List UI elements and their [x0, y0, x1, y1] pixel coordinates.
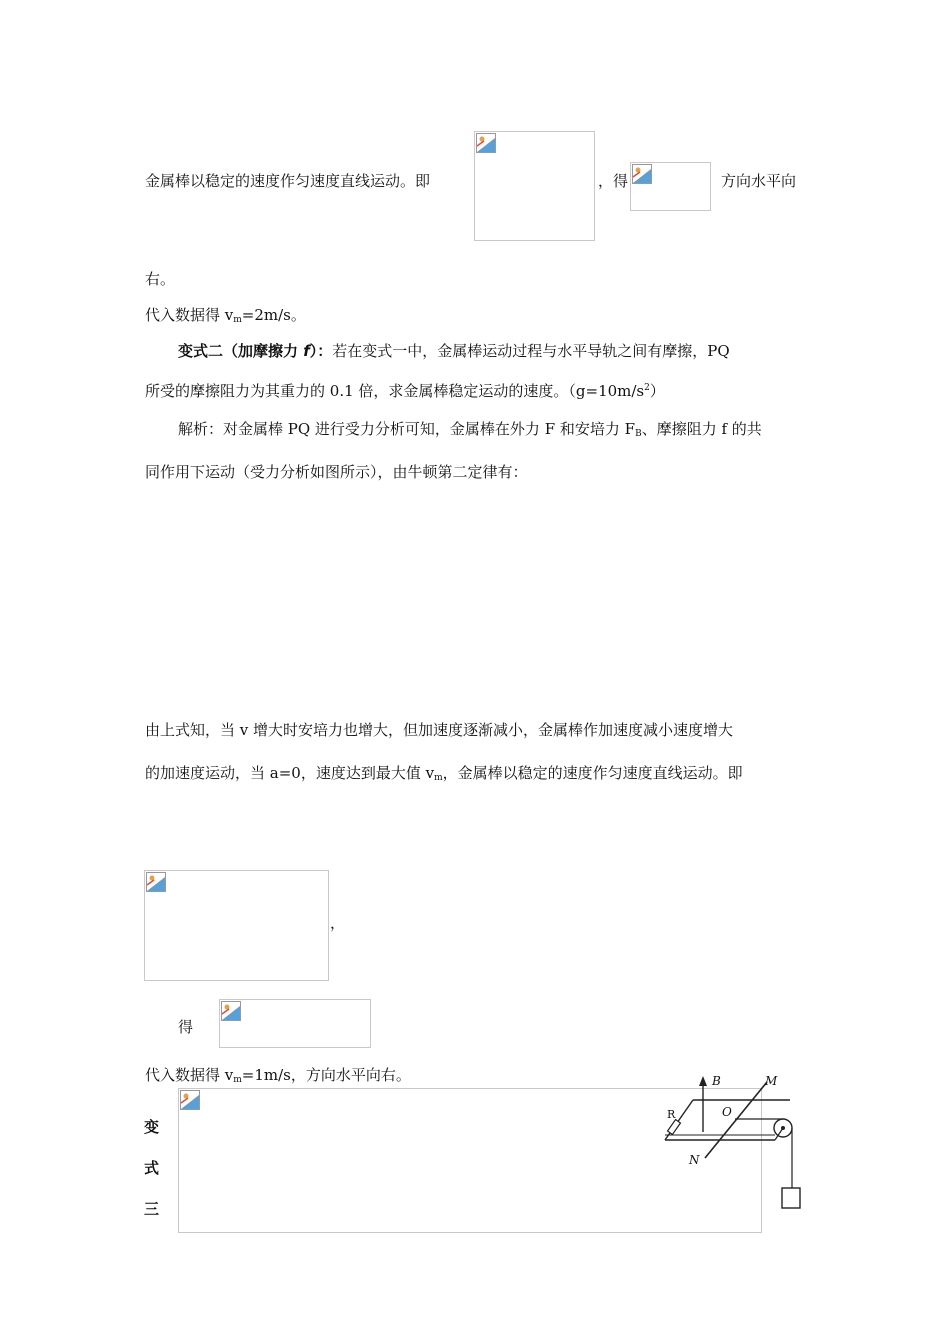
analysis-line1-b: 、摩擦阻力 f 的共 — [641, 420, 762, 438]
b-field-arrowhead — [699, 1076, 707, 1086]
analysis-line1-a: 解析：对金属棒 PQ 进行受力分析可知，金属棒在外力 F 和安培力 F — [178, 420, 636, 438]
formula-image-1 — [474, 131, 595, 241]
paragraph-1-after: 方向水平向 — [721, 172, 797, 190]
variant-2-line-1 — [178, 340, 730, 361]
label-o: O — [722, 1105, 732, 1119]
paragraph-1-comma-de: ，得 — [598, 172, 629, 190]
paragraph-2-sub: m — [233, 315, 242, 325]
broken-image-icon — [476, 133, 496, 153]
paragraph-3-line2-b: ，金属棒以稳定的速度作匀速度直线运动。即 — [442, 764, 743, 782]
label-m: M — [765, 1074, 778, 1088]
rail-circuit-diagram — [655, 1070, 815, 1215]
formula-image-3 — [144, 870, 329, 981]
broken-image-icon — [221, 1001, 241, 1021]
paragraph-3-line-2 — [145, 762, 743, 783]
paragraph-1-after2: 右。 — [145, 270, 176, 288]
paragraph-5 — [145, 1064, 411, 1085]
label-r: R — [667, 1108, 676, 1121]
label-b: B — [712, 1074, 721, 1088]
label-n: N — [689, 1153, 700, 1167]
variant-2-line2-a: 所受的摩擦阻力为其重力的 0.1 倍，求金属棒稳定运动的速度。（g=10m/s — [145, 382, 645, 400]
broken-image-icon — [632, 164, 652, 184]
paragraph-1-text: 金属棒以稳定的速度作匀速度直线运动。即 — [145, 172, 431, 190]
formula-image-4 — [219, 999, 371, 1048]
paragraph-2-text: 代入数据得 v — [145, 306, 234, 324]
variant-3-char-1: 变 — [144, 1118, 160, 1136]
paragraph-3-line-1: 由上式知，当 v 增大时安培力也增大，但加速度逐渐减小，金属棒作加速度减小速度增大 — [145, 721, 734, 739]
paragraph-2-tail: =2m/s。 — [241, 306, 306, 324]
broken-image-icon — [180, 1090, 200, 1110]
paragraph-3-line2-sub: m — [434, 773, 443, 783]
variant-3-char-3: 三 — [144, 1200, 160, 1218]
resistor — [668, 1120, 681, 1135]
paragraph-4-comma: ， — [330, 914, 346, 932]
paragraph-2 — [145, 304, 306, 325]
variant-2-title-a: 变式二（加摩擦力 — [178, 342, 304, 360]
variant-2-line1: 若在变式一中，金属棒运动过程与水平导轨之间有摩擦，PQ — [332, 342, 730, 360]
paragraph-3-line2-a: 的加速度运动，当 a=0，速度达到最大值 v — [145, 764, 435, 782]
paragraph-5-sub: m — [233, 1075, 242, 1085]
metal-rod — [705, 1082, 767, 1158]
variant-3-char-2: 式 — [144, 1159, 160, 1177]
variant-2-line-2 — [145, 380, 665, 401]
variant-2-line2-sup: 2 — [644, 383, 650, 393]
paragraph-5-text: 代入数据得 v — [145, 1066, 234, 1084]
formula-image-2 — [630, 162, 711, 211]
analysis-line1-sub: B — [635, 429, 642, 439]
variant-2-line2-b: ） — [649, 382, 665, 400]
paragraph-5-tail: =1m/s，方向水平向右。 — [241, 1066, 411, 1084]
variant-2-title-f: f — [303, 342, 310, 360]
paragraph-4-de: 得 — [178, 1018, 194, 1036]
hanging-weight — [782, 1188, 800, 1208]
analysis-line-2: 同作用下运动（受力分析如图所示），由牛顿第二定律有： — [145, 463, 528, 481]
analysis-line-1 — [178, 418, 762, 439]
broken-image-icon — [146, 872, 166, 892]
variant-2-title-b: ）： — [309, 342, 333, 360]
